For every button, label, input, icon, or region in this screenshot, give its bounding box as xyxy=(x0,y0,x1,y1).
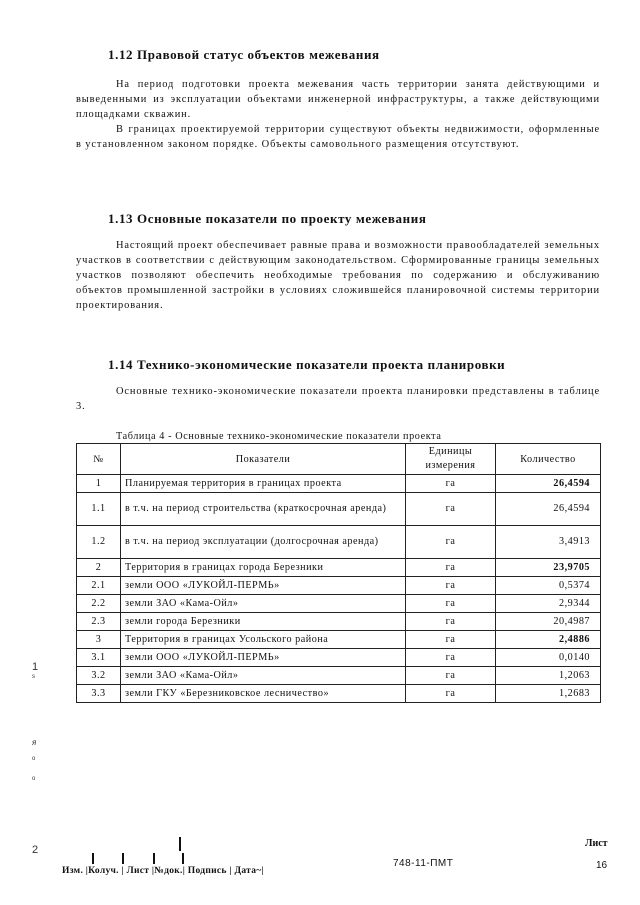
cell-name: Планируемая территория в границах проекта xyxy=(121,475,406,493)
cell-num: 3.2 xyxy=(77,667,121,685)
table-row xyxy=(77,595,601,613)
title-block-tick xyxy=(153,853,155,864)
cell-unit: га xyxy=(406,685,496,703)
title-block-tick xyxy=(179,837,181,851)
cell-name: в т.ч. на период строительства (краткосрочная аренда) xyxy=(121,493,406,526)
cell-unit: га xyxy=(406,595,496,613)
cell-num: 3 xyxy=(77,631,121,649)
sheet-number: 16 xyxy=(596,860,608,871)
cell-num: 2.3 xyxy=(77,613,121,631)
cell-unit: га xyxy=(406,475,496,493)
title-block-tick xyxy=(92,853,94,864)
cell-qty: 20,4987 xyxy=(496,613,601,631)
cell-num: 2.1 xyxy=(77,577,121,595)
paragraph-legal-status-2: В границах проектируемой территории существуют объекты недвижимости, оформленные в установленном законом порядке. Объекты самовольного размещения отсутствуют. xyxy=(76,124,600,150)
cell-num: 1.2 xyxy=(77,526,121,559)
cell-qty: 2,4886 xyxy=(496,631,601,649)
cell-qty: 1,2063 xyxy=(496,667,601,685)
indicators-table xyxy=(76,443,601,703)
paragraph-planning-indicators: Основные технико-экономические показатели проекта планировки представлены в таблице 3. xyxy=(76,386,600,412)
section-heading-1-14: 1.14 Технико-экономические показатели проекта планировки xyxy=(108,357,506,372)
cell-num: 3.3 xyxy=(77,685,121,703)
cell-qty: 0,0140 xyxy=(496,649,601,667)
table-row xyxy=(77,559,601,577)
paragraph-survey-indicators: Настоящий проект обеспечивает равные права и возможности правообладателей земельных участков в соответствии с действующим законодательством. Сформированные границы земельных участков позволяют обеспечить необходимые требования по содержанию и обслуживанию объектов промышленной застройки в условиях сложившейся планировочной системы территории проектирования. xyxy=(76,240,600,311)
table-row xyxy=(77,649,601,667)
title-block-labels: Изм. |Колуч. | Лист |№док.| Подпись | Дата~| xyxy=(62,866,264,876)
margin-mark-5: о xyxy=(32,776,36,782)
title-block-tick xyxy=(122,853,124,864)
table-row xyxy=(77,667,601,685)
header-unit: Единицы измерения xyxy=(406,444,496,475)
table-row xyxy=(77,685,601,703)
table-row xyxy=(77,526,601,559)
cell-unit: га xyxy=(406,577,496,595)
cell-name: земли ЗАО «Кама-Ойл» xyxy=(121,667,406,685)
header-name: Показатели xyxy=(121,444,406,475)
table-row xyxy=(77,475,601,493)
margin-mark-4: о xyxy=(32,756,36,762)
cell-unit: га xyxy=(406,493,496,526)
cell-qty: 1,2683 xyxy=(496,685,601,703)
cell-num: 1 xyxy=(77,475,121,493)
cell-num: 1.1 xyxy=(77,493,121,526)
cell-name: в т.ч. на период эксплуатации (долгосрочная аренда) xyxy=(121,526,406,559)
document-code: 748-11-ПМТ xyxy=(393,858,454,869)
cell-unit: га xyxy=(406,613,496,631)
cell-qty: 2,9344 xyxy=(496,595,601,613)
table-row xyxy=(77,613,601,631)
cell-name: земли города Березники xyxy=(121,613,406,631)
cell-name: Территория в границах города Березники xyxy=(121,559,406,577)
margin-mark-2: s xyxy=(32,674,35,680)
cell-num: 3.1 xyxy=(77,649,121,667)
cell-qty: 0,5374 xyxy=(496,577,601,595)
margin-mark-1: 1 xyxy=(32,661,39,673)
table-caption: Таблица 4 - Основные технико-экономические показатели проекта xyxy=(116,431,442,442)
title-block-tick xyxy=(182,853,184,864)
cell-name: земли ГКУ «Березниковское лесничество» xyxy=(121,685,406,703)
cell-unit: га xyxy=(406,559,496,577)
table-row xyxy=(77,577,601,595)
cell-qty: 26,4594 xyxy=(496,493,601,526)
sheet-label: Лист xyxy=(585,838,608,849)
cell-qty: 26,4594 xyxy=(496,475,601,493)
section-heading-1-12: 1.12 Правовой статус объектов межевания xyxy=(108,47,380,62)
cell-qty: 3,4913 xyxy=(496,526,601,559)
cell-name: земли ООО «ЛУКОЙЛ-ПЕРМЬ» xyxy=(121,577,406,595)
cell-qty: 23,9705 xyxy=(496,559,601,577)
table-header-row xyxy=(77,444,601,475)
margin-mark-6: 2 xyxy=(32,844,39,856)
header-num: № xyxy=(77,444,121,475)
cell-unit: га xyxy=(406,667,496,685)
margin-mark-3: я xyxy=(32,738,37,747)
section-heading-1-13: 1.13 Основные показатели по проекту межевания xyxy=(108,211,427,226)
header-qty: Количество xyxy=(496,444,601,475)
cell-name: земли ЗАО «Кама-Ойл» xyxy=(121,595,406,613)
cell-unit: га xyxy=(406,631,496,649)
table-row xyxy=(77,493,601,526)
paragraph-legal-status-1: На период подготовки проекта межевания часть территории занята действующими и выведенными из эксплуатации объектами инженерной инфраструктуры, а также действующими площадками скважин. xyxy=(76,79,600,120)
cell-unit: га xyxy=(406,649,496,667)
cell-name: земли ООО «ЛУКОЙЛ-ПЕРМЬ» xyxy=(121,649,406,667)
cell-num: 2.2 xyxy=(77,595,121,613)
cell-unit: га xyxy=(406,526,496,559)
cell-name: Территория в границах Усольского района xyxy=(121,631,406,649)
table-row xyxy=(77,631,601,649)
cell-num: 2 xyxy=(77,559,121,577)
